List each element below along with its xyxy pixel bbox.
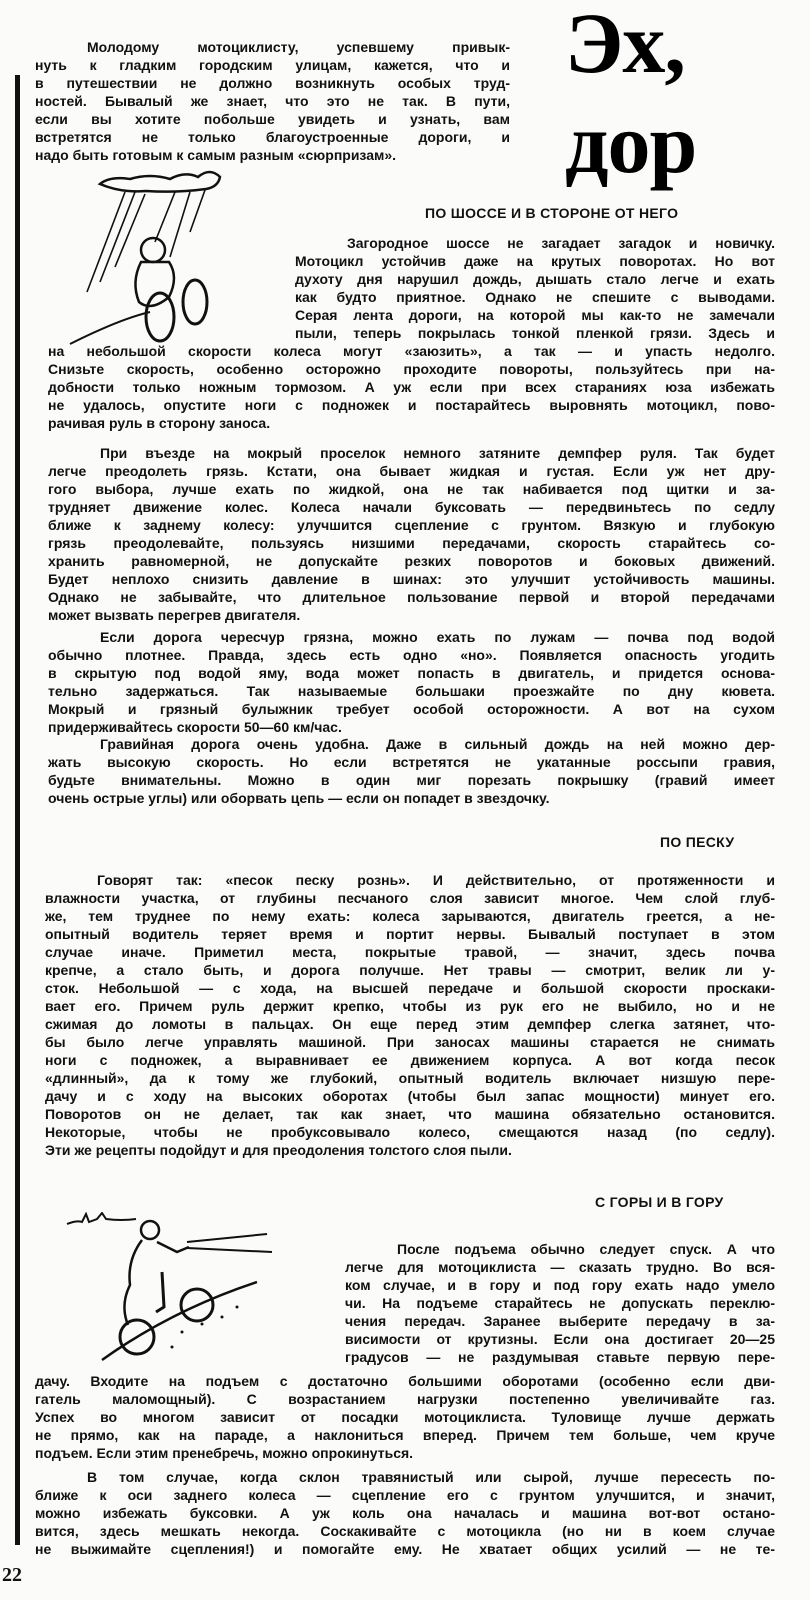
text-line: дачу. Входите на подъем с достаточно большими оборотами (особенно если дви-	[35, 1373, 775, 1389]
puddles-paragraph	[48, 628, 775, 736]
text-line: не удалось, опустите ноги с подножек и постарайтесь выровнять мотоцикл, пово-	[48, 397, 775, 413]
text-line: Если дорога чересчур грязна, можно ехать по лужам — почва под водой	[100, 629, 775, 645]
text-line: ностей. Бывалый же знает, что это не так. В пути,	[35, 93, 510, 109]
text-line: вает его. Причем руль держит крепко, чтобы из рук его не выбило, но и не	[45, 998, 775, 1014]
text-line: Говорят так: «песок песку рознь». И действительно, от протяженности и	[97, 872, 775, 888]
section-heading-hills: С ГОРЫ И В ГОРУ	[595, 1194, 724, 1210]
text-line: ноги с подножек, а выравнивает ее движением корпуса. А вот когда песок	[45, 1052, 775, 1068]
text-line: опытный водитель теряет время и портит нервы. Бывалый поступает в этом	[45, 926, 775, 942]
text-line: легче преодолеть грязь. Кстати, она бывает жидкая и густая. Если уж нет дру-	[48, 463, 775, 479]
text-line: Серая лента дороги, на которой мы как-то не замечали	[295, 307, 775, 323]
text-line: После подъема обычно следует спуск. А что	[397, 1241, 775, 1257]
text-line: на небольшой скорости колеса могут «заюзить», а так — и упасть недолго.	[48, 343, 775, 359]
text-line: встретятся не только благоустроенные дороги, и	[35, 129, 510, 145]
hill-rider-illustration	[62, 1212, 282, 1362]
text-line: бы было легче управлять машиной. При заносах машины старается не снимать	[45, 1034, 775, 1050]
text-line: же, тем труднее по нему ехать: колеса зарываются, двигатель греется, а не-	[45, 908, 775, 924]
text-line: может вызвать перегрев двигателя.	[48, 607, 301, 623]
text-line: ком случае, и в гору и под гору ехать надо умело	[345, 1277, 775, 1293]
text-line: жать высокую скорость. Но если встретятся не укатанные россыпи гравия,	[48, 754, 775, 770]
text-line: трудняет движение колес. Колеса начали буксовать — передвиньтесь по седлу	[48, 499, 775, 515]
text-line: не выжимайте сцепления!) и помогайте ему. Не хватает общих усилий — не те-	[35, 1541, 775, 1557]
text-line: Успех во многом зависит от посадки мотоциклиста. Туловище лучше держать	[35, 1409, 775, 1425]
text-line: можно избежать буксовки. А уж коль она началась и машина вот-вот остано-	[35, 1505, 775, 1521]
text-line: градусов — не раздумывая ставьте первую пере-	[345, 1349, 775, 1365]
gravel-paragraph	[48, 735, 775, 807]
text-line: влажности участка, от глубины песчаного слоя зависит многое. Чем слой глуб-	[45, 890, 775, 906]
text-line: крепче, а стало быть, и дорога получше. Нет травы — смотрит, велик ли у-	[45, 962, 775, 978]
section-heading-highway: ПО ШОССЕ И В СТОРОНЕ ОТ НЕГО	[425, 205, 679, 221]
text-line: Поворотов он не делает, так как знает, что машина обязательно остановится.	[45, 1106, 775, 1122]
text-line: очень острые углы) или оборвать цепь — если он попадет в звездочку.	[48, 790, 550, 806]
text-line: пыли, теперь покрылась тонкой пленкой грязи. Здесь и	[295, 325, 775, 341]
text-line: Эти же рецепты подойдут и для преодоления толстого слоя пыли.	[45, 1142, 512, 1158]
text-line: гого выбора, лучше ехать по жидкой, она не так набивается под щитки и за-	[48, 481, 775, 497]
text-line: При въезде на мокрый проселок немного затяните демпфер руля. Так будет	[100, 445, 775, 461]
text-line: Мотоцикл устойчив даже на крутых поворотах. Но вот	[295, 253, 775, 269]
text-line: Гравийная дорога очень удобна. Даже в сильный дождь на ней можно дер-	[100, 736, 775, 752]
text-line: Мокрый и грязный булыжник требует особой осторожности. А вот на сухом	[48, 701, 775, 717]
title-line-2: дор	[565, 95, 697, 191]
text-line: нуть к гладким городским улицам, кажется, что и	[35, 57, 510, 73]
hills-paragraph-narrow	[345, 1240, 775, 1366]
text-line: духоту дня нарушил дождь, дышать стало легче и ехать	[295, 271, 775, 287]
text-line: Снизьте скорость, особенно осторожно проходите повороты, пользуйтесь при на-	[48, 361, 775, 377]
text-line: грязь преодолевайте, пользуясь низшими передачами, скорость старайтесь со-	[48, 535, 775, 551]
intro-paragraph	[35, 38, 510, 164]
text-line: если вы хотите побольше увидеть и узнать, вам	[35, 111, 510, 127]
mud-paragraph	[48, 444, 775, 624]
column-rule	[15, 75, 20, 1545]
text-line: добности только ножным тормозом. А уж если при всех стараниях юза избежать	[48, 379, 775, 395]
text-line: сток. Небольшой — с хода, на высшей передаче и большой скорости проскаки-	[45, 980, 775, 996]
text-line: сжимая до ломоты в пальцах. Он еще перед этим демпфер слегка затянет, что-	[45, 1016, 775, 1032]
rain-rider-illustration	[65, 162, 230, 347]
text-line: ближе к заднему колесу: улучшится сцепление с грунтом. Вязкую и глубокую	[48, 517, 775, 533]
highway-paragraph-full	[48, 342, 775, 432]
section-heading-sand: ПО ПЕСКУ	[660, 834, 735, 850]
text-line: гатель маломощный). С возрастанием нагрузки постепенно увеличивайте газ.	[35, 1391, 775, 1407]
sand-paragraph	[45, 871, 775, 1159]
text-line: в путешествии не должно возникнуть особых труд-	[35, 75, 510, 91]
text-line: не прямо, как на параде, а наклониться вперед. Причем тем больше, чем круче	[35, 1427, 775, 1443]
page-number: 22	[2, 1564, 22, 1586]
slope-paragraph	[35, 1468, 775, 1558]
text-line: ближе к оси заднего колеса — сцепление его с грунтом улучшится, и значит,	[35, 1487, 775, 1503]
text-line: дачу и с ходу на высоких оборотах (чтобы был запас мощности) минует его.	[45, 1088, 775, 1104]
text-line: тельно задержаться. Так называемые большаки проезжайте по дну кювета.	[48, 683, 775, 699]
text-line: Загородное шоссе не загадает загадок и новичку.	[347, 235, 775, 251]
text-line: обычно плотнее. Правда, здесь есть одно «но». Появляется опасность угодить	[48, 647, 775, 663]
text-line: висимости от крутизны. Если она достигает 20—25	[345, 1331, 775, 1347]
text-line: «длинный», да к тому же глубокий, опытный водитель включает низшую пере-	[45, 1070, 775, 1086]
text-line: будьте внимательны. Можно в один миг порезать покрышку (гравий имеет	[48, 772, 775, 788]
text-line: случае иначе. Приметил места, покрытые травой, — значит, здесь почва	[45, 944, 775, 960]
text-line: надо быть готовым к самым разным «сюрпризам».	[35, 147, 397, 163]
text-line: Будет неплохо снизить давление в шинах: это улучшит устойчивость машины.	[48, 571, 775, 587]
text-line: хранить равномерной, не допускайте резких поворотов и боковых движений.	[48, 553, 775, 569]
text-line: чи. На подъеме старайтесь не допускать переклю-	[345, 1295, 775, 1311]
text-line: чения передач. Заранее выберите передачу в за-	[345, 1313, 775, 1329]
text-line: В том случае, когда склон травянистый или сырой, лучше пересесть по-	[87, 1469, 775, 1485]
text-line: Некоторые, чтобы не пробуксовывало колесо, смещаются назад (по седлу).	[45, 1124, 775, 1140]
text-line: как будто приятное. Однако не спешите с выводами.	[295, 289, 775, 305]
text-line: рачивая руль в сторону заноса.	[48, 415, 271, 431]
text-line: Молодому мотоциклисту, успевшему привык-	[87, 39, 510, 55]
highway-paragraph-narrow	[295, 234, 775, 342]
text-line: вится, здесь мешкать некогда. Соскакивайте с мотоцикла (но ни в коем случае	[35, 1523, 775, 1539]
text-line: подъем. Если этим пренебречь, можно опрокинуться.	[35, 1445, 414, 1461]
text-line: придерживайтесь скорости 50—60 км/час.	[48, 719, 342, 735]
title-line-1: Эх,	[565, 0, 685, 91]
text-line: Однако не забывайте, что длительное пользование первой и второй передачами	[48, 589, 775, 605]
text-line: легче для мотоциклиста — сказать трудно. Во вся-	[345, 1259, 775, 1275]
text-line: в скрытую под водой яму, вода может попасть в двигатель, и придется основа-	[48, 665, 775, 681]
hills-paragraph-full	[35, 1372, 775, 1462]
